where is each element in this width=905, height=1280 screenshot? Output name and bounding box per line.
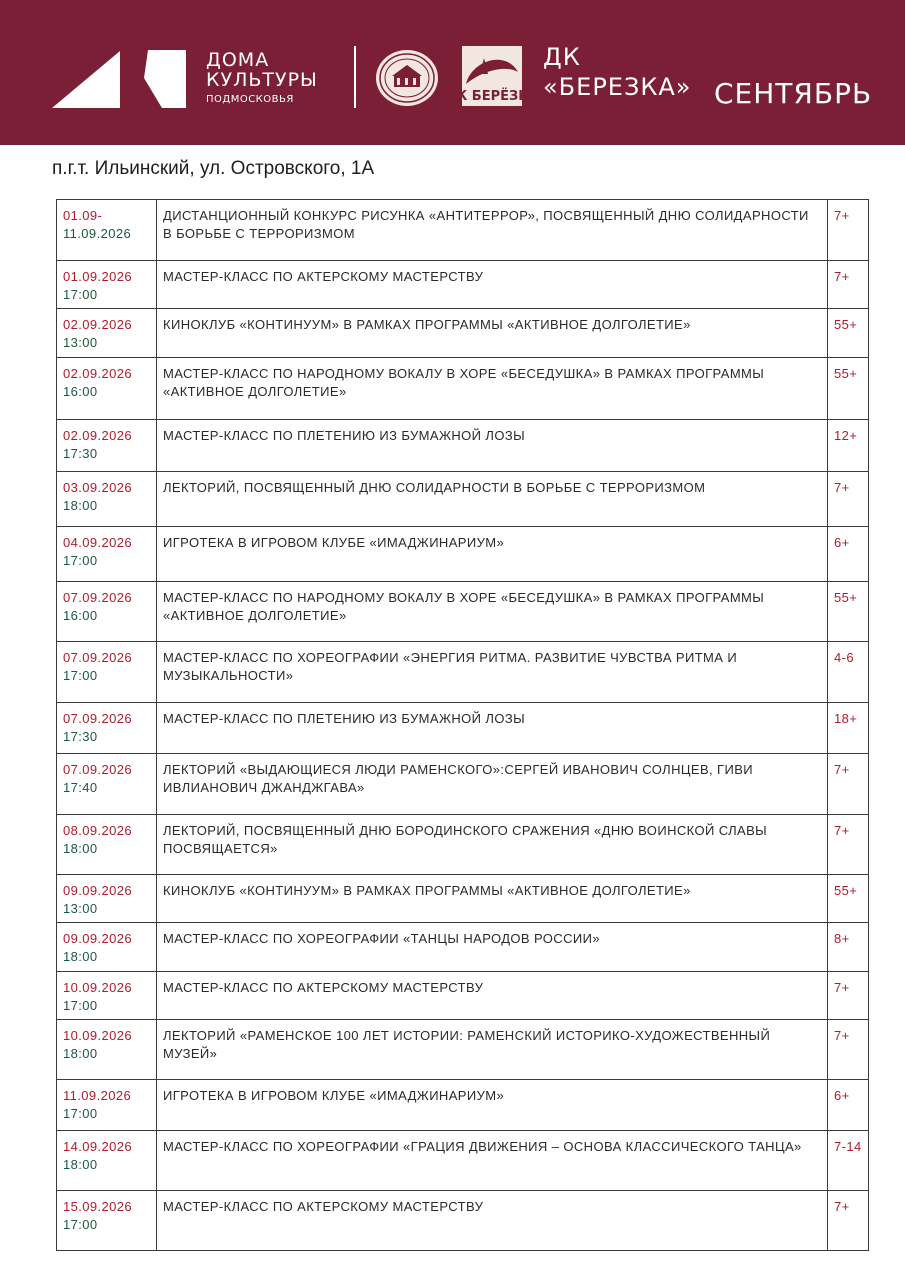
event-age-limit: 7-14: [828, 1131, 869, 1191]
event-age-limit: 4-6: [828, 642, 869, 703]
event-row: [57, 1020, 869, 1080]
event-time: 17:00: [63, 1217, 98, 1232]
event-row: [57, 1080, 869, 1131]
event-date: 10.09.2026: [63, 1028, 133, 1043]
event-age-limit: 12+: [828, 420, 869, 472]
event-title: ЛЕКТОРИЙ «РАМЕНСКОЕ 100 ЛЕТ ИСТОРИИ: РАМЕНСКИЙ ИСТОРИКО-ХУДОЖЕСТВЕННЫЙ МУЗЕЙ»: [157, 1020, 828, 1080]
event-date: 14.09.2026: [63, 1139, 133, 1154]
brand-line-3: ПОДМОСКОВЬЯ: [206, 94, 294, 105]
dk-line-2: «БЕРЕЗКА»: [543, 73, 692, 101]
event-time: 18:00: [63, 1157, 98, 1172]
event-time: 17:40: [63, 780, 98, 795]
event-datetime-cell: [57, 815, 157, 875]
event-age-limit: 55+: [828, 309, 869, 358]
event-row: [57, 309, 869, 358]
event-time: 17:30: [63, 446, 98, 461]
event-datetime-cell: [57, 582, 157, 642]
event-time: 17:00: [63, 1106, 98, 1121]
event-age-limit: 7+: [828, 972, 869, 1020]
event-age-limit: 7+: [828, 754, 869, 815]
event-title: МАСТЕР-КЛАСС ПО ХОРЕОГРАФИИ «ЭНЕРГИЯ РИТМА. РАЗВИТИЕ ЧУВСТВА РИТМА И МУЗЫКАЛЬНОСТИ»: [157, 642, 828, 703]
event-row: [57, 923, 869, 972]
month-title: СЕНТЯБРЬ: [714, 77, 873, 110]
event-age-limit: 55+: [828, 582, 869, 642]
event-time: 18:00: [63, 949, 98, 964]
brand-line-1: ДОМА: [206, 49, 270, 71]
round-emblem-icon: [374, 48, 440, 108]
event-title: МАСТЕР-КЛАСС ПО ПЛЕТЕНИЮ ИЗ БУМАЖНОЙ ЛОЗЫ: [157, 420, 828, 472]
event-row: [57, 472, 869, 527]
event-title: МАСТЕР-КЛАСС ПО АКТЕРСКОМУ МАСТЕРСТВУ: [157, 1191, 828, 1251]
event-date: 02.09.2026: [63, 428, 133, 443]
event-row: [57, 1131, 869, 1191]
event-row: [57, 358, 869, 420]
event-row: [57, 420, 869, 472]
event-title: МАСТЕР-КЛАСС ПО ХОРЕОГРАФИИ «ТАНЦЫ НАРОДОВ РОССИИ»: [157, 923, 828, 972]
event-age-limit: 7+: [828, 261, 869, 309]
event-row: [57, 972, 869, 1020]
dk-title: [543, 42, 691, 102]
event-row: [57, 200, 869, 261]
event-row: [57, 703, 869, 754]
brand-line-2: КУЛЬТУРЫ: [206, 69, 318, 91]
event-title: ИГРОТЕКА В ИГРОВОМ КЛУБЕ «ИМАДЖИНАРИУМ»: [157, 1080, 828, 1131]
event-age-limit: 7+: [828, 1020, 869, 1080]
event-datetime-cell: [57, 1020, 157, 1080]
event-date: 08.09.2026: [63, 823, 133, 838]
event-age-limit: 6+: [828, 1080, 869, 1131]
event-datetime-cell: [57, 875, 157, 923]
event-age-limit: 7+: [828, 200, 869, 261]
event-date: 15.09.2026: [63, 1199, 133, 1214]
event-title: ЛЕКТОРИЙ, ПОСВЯЩЕННЫЙ ДНЮ СОЛИДАРНОСТИ В БОРЬБЕ С ТЕРРОРИЗМОМ: [157, 472, 828, 527]
event-title: МАСТЕР-КЛАСС ПО ХОРЕОГРАФИИ «ГРАЦИЯ ДВИЖЕНИЯ – ОСНОВА КЛАССИЧЕСКОГО ТАНЦА»: [157, 1131, 828, 1191]
event-date: 04.09.2026: [63, 535, 133, 550]
event-date: 09.09.2026: [63, 931, 133, 946]
event-time: 17:30: [63, 729, 98, 744]
header-banner: [0, 0, 905, 145]
event-title: МАСТЕР-КЛАСС ПО АКТЕРСКОМУ МАСТЕРСТВУ: [157, 261, 828, 309]
event-age-limit: 7+: [828, 815, 869, 875]
event-datetime-cell: [57, 309, 157, 358]
event-datetime-cell: [57, 1191, 157, 1251]
event-date: 02.09.2026: [63, 366, 133, 381]
event-title: ДИСТАНЦИОННЫЙ КОНКУРС РИСУНКА «АНТИТЕРРОР», ПОСВЯЩЕННЫЙ ДНЮ СОЛИДАРНОСТИ В БОРЬБЕ С ТЕРРОРИЗМОМ: [157, 200, 828, 261]
event-datetime-cell: [57, 703, 157, 754]
event-date: 01.09.2026: [63, 269, 133, 284]
event-time: 16:00: [63, 608, 98, 623]
event-age-limit: 55+: [828, 358, 869, 420]
doma-kultury-logo-icon: [52, 48, 188, 110]
event-date: 10.09.2026: [63, 980, 133, 995]
event-row: [57, 642, 869, 703]
event-time: 17:00: [63, 668, 98, 683]
event-date: 03.09.2026: [63, 480, 133, 495]
event-row: [57, 582, 869, 642]
venue-address: п.г.т. Ильинский, ул. Островского, 1А: [52, 158, 375, 179]
header-divider: [354, 46, 356, 108]
event-date: 09.09.2026: [63, 883, 133, 898]
event-datetime-cell: [57, 261, 157, 309]
event-datetime-cell: [57, 972, 157, 1020]
event-date: 02.09.2026: [63, 317, 133, 332]
event-title: МАСТЕР-КЛАСС ПО ПЛЕТЕНИЮ ИЗ БУМАЖНОЙ ЛОЗЫ: [157, 703, 828, 754]
event-time: 18:00: [63, 1046, 98, 1061]
event-time: 16:00: [63, 384, 98, 399]
event-datetime-cell: [57, 358, 157, 420]
svg-text:ДК БЕРЁЗКА: ДК БЕРЁЗКА: [445, 89, 539, 104]
event-datetime-cell: [57, 420, 157, 472]
event-datetime-cell: [57, 754, 157, 815]
event-title: ЛЕКТОРИЙ «ВЫДАЮЩИЕСЯ ЛЮДИ РАМЕНСКОГО»:СЕРГЕЙ ИВАНОВИЧ СОЛНЦЕВ, ГИВИ ИВЛИАНОВИЧ ДЖАНДЖГАВА»: [157, 754, 828, 815]
event-row: [57, 754, 869, 815]
event-datetime-cell: [57, 642, 157, 703]
event-date: 07.09.2026: [63, 590, 133, 605]
event-datetime-cell: [57, 1131, 157, 1191]
event-date: 07.09.2026: [63, 650, 133, 665]
event-age-limit: 55+: [828, 875, 869, 923]
event-title: КИНОКЛУБ «КОНТИНУУМ» В РАМКАХ ПРОГРАММЫ «АКТИВНОЕ ДОЛГОЛЕТИЕ»: [157, 875, 828, 923]
event-datetime-cell: [57, 527, 157, 582]
event-time: 11.09.2026: [63, 226, 132, 241]
dk-line-1: ДК: [543, 43, 581, 71]
event-title: КИНОКЛУБ «КОНТИНУУМ» В РАМКАХ ПРОГРАММЫ «АКТИВНОЕ ДОЛГОЛЕТИЕ»: [157, 309, 828, 358]
event-datetime-cell: [57, 1080, 157, 1131]
event-time: 18:00: [63, 498, 98, 513]
event-date: 11.09.2026: [63, 1088, 132, 1103]
event-time: 13:00: [63, 335, 98, 350]
event-age-limit: 8+: [828, 923, 869, 972]
event-age-limit: 7+: [828, 472, 869, 527]
event-time: 13:00: [63, 901, 98, 916]
brand-text: [206, 50, 318, 105]
event-schedule-table: [56, 199, 869, 1251]
event-datetime-cell: [57, 472, 157, 527]
event-age-limit: 7+: [828, 1191, 869, 1251]
event-row: [57, 527, 869, 582]
event-title: МАСТЕР-КЛАСС ПО НАРОДНОМУ ВОКАЛУ В ХОРЕ «БЕСЕДУШКА» В РАМКАХ ПРОГРАММЫ «АКТИВНОЕ ДОЛГОЛЕТИЕ»: [157, 358, 828, 420]
event-time: 17:00: [63, 553, 98, 568]
event-time: 17:00: [63, 998, 98, 1013]
event-date: 07.09.2026: [63, 711, 133, 726]
event-time: 17:00: [63, 287, 98, 302]
dk-berezka-logo-icon: [445, 44, 539, 113]
event-datetime-cell: [57, 200, 157, 261]
event-title: МАСТЕР-КЛАСС ПО АКТЕРСКОМУ МАСТЕРСТВУ: [157, 972, 828, 1020]
event-title: ИГРОТЕКА В ИГРОВОМ КЛУБЕ «ИМАДЖИНАРИУМ»: [157, 527, 828, 582]
event-date: 07.09.2026: [63, 762, 133, 777]
event-title: МАСТЕР-КЛАСС ПО НАРОДНОМУ ВОКАЛУ В ХОРЕ «БЕСЕДУШКА» В РАМКАХ ПРОГРАММЫ «АКТИВНОЕ ДОЛГОЛЕТИЕ»: [157, 582, 828, 642]
event-age-limit: 6+: [828, 527, 869, 582]
event-title: ЛЕКТОРИЙ, ПОСВЯЩЕННЫЙ ДНЮ БОРОДИНСКОГО СРАЖЕНИЯ «ДНЮ ВОИНСКОЙ СЛАВЫ ПОСВЯЩАЕТСЯ»: [157, 815, 828, 875]
event-row: [57, 875, 869, 923]
event-row: [57, 1191, 869, 1251]
event-row: [57, 815, 869, 875]
event-age-limit: 18+: [828, 703, 869, 754]
event-datetime-cell: [57, 923, 157, 972]
event-time: 18:00: [63, 841, 98, 856]
event-date: 01.09-: [63, 208, 103, 223]
event-row: [57, 261, 869, 309]
